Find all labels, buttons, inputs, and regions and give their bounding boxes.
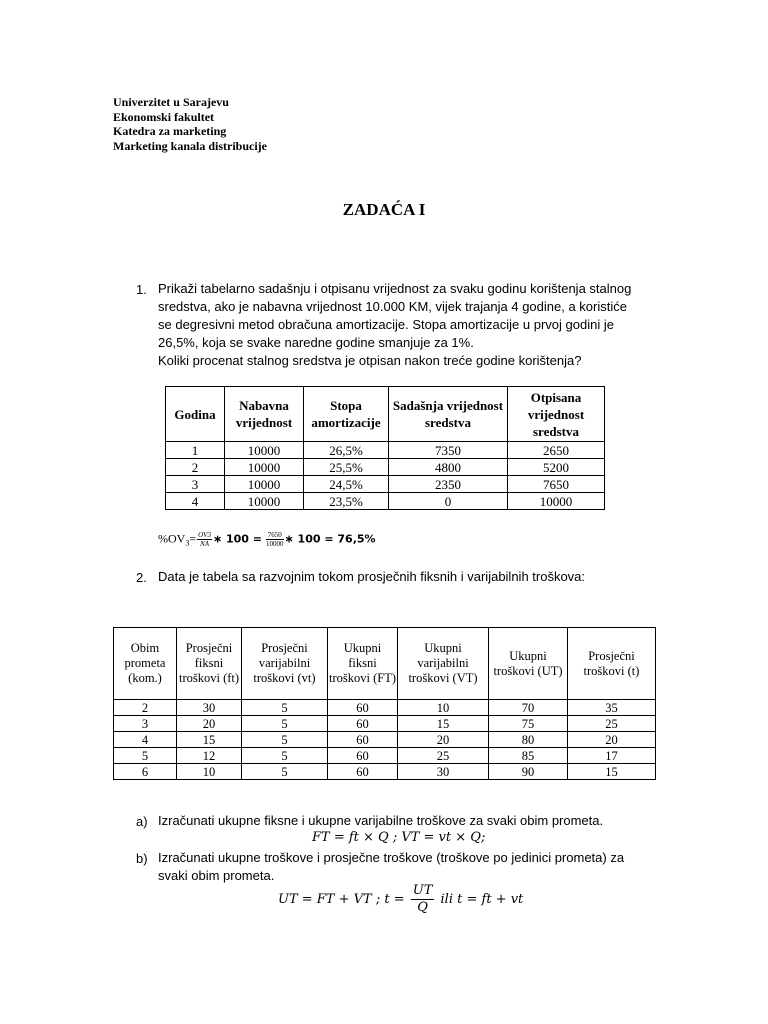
table-cell: 6 bbox=[114, 764, 177, 780]
table-cell: 25 bbox=[398, 748, 489, 764]
table-cell: 70 bbox=[489, 700, 568, 716]
table-cell: 30 bbox=[177, 700, 242, 716]
table-row bbox=[114, 764, 656, 780]
task1-text bbox=[158, 280, 658, 370]
table-cell: 60 bbox=[328, 700, 398, 716]
table-cell: 4800 bbox=[389, 459, 508, 476]
table-cell: 15 bbox=[568, 764, 656, 780]
task2-intro: Data je tabela sa razvojnim tokom prosječnih fiksnih i varijabilnih troškova: bbox=[158, 569, 586, 584]
table-cell: 5 bbox=[242, 748, 328, 764]
document-header bbox=[113, 95, 267, 153]
table-cell: 3 bbox=[114, 716, 177, 732]
table-cell: 85 bbox=[489, 748, 568, 764]
table-cell: 2 bbox=[166, 459, 225, 476]
table-cell: 2650 bbox=[508, 442, 605, 459]
task1-line-3: se degresivni metod obračuna amortizacije. Stopa amortizacije u prvoj godini je bbox=[158, 317, 614, 332]
fraction-denominator: Q bbox=[417, 900, 428, 915]
table-row bbox=[166, 442, 605, 459]
formula-eq: = bbox=[189, 531, 197, 546]
task1-line-2: sredstva, ako je nabavna vrijednost 10.000 KM, vijek trajanja 4 godine, a koristiće bbox=[158, 299, 627, 314]
table-cell: 24,5% bbox=[304, 476, 389, 493]
col-header-prosjecni: Prosječni troškovi (t) bbox=[568, 628, 656, 700]
table-cell: 80 bbox=[489, 732, 568, 748]
header-university: Univerzitet u Sarajevu bbox=[113, 95, 229, 109]
subtask-a-label: a) bbox=[136, 814, 148, 829]
table-cell: 2 bbox=[114, 700, 177, 716]
task1-number: 1. bbox=[136, 282, 147, 297]
table-cell: 5 bbox=[242, 764, 328, 780]
table-cell: 20 bbox=[398, 732, 489, 748]
task1-line-5: Koliki procenat stalnog sredstva je otpisan nakon treće godine korištenja? bbox=[158, 353, 582, 368]
col-header-stopa: Stopa amortizacije bbox=[304, 387, 389, 442]
table-cell: 5200 bbox=[508, 459, 605, 476]
formula-fraction-1 bbox=[197, 531, 212, 548]
table-cell: 5 bbox=[242, 716, 328, 732]
col-header-obim: Obim prometa (kom.) bbox=[114, 628, 177, 700]
table-cell: 10000 bbox=[225, 493, 304, 510]
header-faculty: Ekonomski fakultet bbox=[113, 109, 215, 124]
table-cell: 10 bbox=[177, 764, 242, 780]
col-header-ukupni: Ukupni troškovi (UT) bbox=[489, 628, 568, 700]
table-cell: 25 bbox=[568, 716, 656, 732]
formula-left: UT = FT + VT ; t = bbox=[278, 892, 405, 907]
col-header-nabavna: Nabavna vrijednost bbox=[225, 387, 304, 442]
table-cell: 30 bbox=[398, 764, 489, 780]
table-cell: 10000 bbox=[225, 442, 304, 459]
formula-sub: 3 bbox=[185, 538, 190, 548]
header-department: Katedra za marketing bbox=[113, 124, 227, 138]
subtask-b-line-1: Izračunati ukupne troškove i prosječne troškove (troškove po jedinici prometa) za bbox=[158, 850, 625, 865]
table-cell: 90 bbox=[489, 764, 568, 780]
document-title: ZADAĆA I bbox=[342, 200, 426, 219]
table-cell: 10000 bbox=[508, 493, 605, 510]
task1-line-1: Prikaži tabelarno sadašnju i otpisanu vrijednost za svaku godinu korištenja stalnog bbox=[158, 281, 632, 296]
subtask-a-formula: FT = ft × Q ; VT = vt × Q; bbox=[312, 830, 486, 845]
subtask-b-text bbox=[158, 849, 624, 885]
percent-written-off-formula bbox=[158, 531, 376, 548]
table-cell: 60 bbox=[328, 748, 398, 764]
table-cell: 60 bbox=[328, 732, 398, 748]
subtask-b-line-2: svaki obim prometa. bbox=[158, 868, 275, 883]
task1-line-4: 26,5%, koja se svake naredne godine smanjuje za 1%. bbox=[158, 335, 474, 350]
formula-prefix: %OV bbox=[158, 531, 186, 546]
table-cell: 25,5% bbox=[304, 459, 389, 476]
formula-fraction bbox=[411, 883, 435, 916]
col-header-ukupni-fiksni: Ukupni fiksni troškovi (FT) bbox=[328, 628, 398, 700]
fraction-denominator: 10000 bbox=[266, 540, 284, 548]
costs-table bbox=[113, 627, 656, 780]
table-cell: 60 bbox=[328, 764, 398, 780]
table-cell: 10 bbox=[398, 700, 489, 716]
table-header-row bbox=[114, 628, 656, 700]
table-cell: 23,5% bbox=[304, 493, 389, 510]
table-cell: 0 bbox=[389, 493, 508, 510]
table-cell: 4 bbox=[114, 732, 177, 748]
table-row bbox=[166, 476, 605, 493]
subtask-b-label: b) bbox=[136, 851, 148, 866]
table-cell: 10000 bbox=[225, 459, 304, 476]
table-cell: 10000 bbox=[225, 476, 304, 493]
table-row bbox=[114, 732, 656, 748]
table-cell: 17 bbox=[568, 748, 656, 764]
formula-right: ili t = ft + vt bbox=[440, 892, 524, 907]
table-header-row bbox=[166, 387, 605, 442]
table-cell: 5 bbox=[242, 732, 328, 748]
table-cell: 15 bbox=[177, 732, 242, 748]
table-cell: 75 bbox=[489, 716, 568, 732]
table-cell: 2350 bbox=[389, 476, 508, 493]
table-row bbox=[166, 459, 605, 476]
fraction-numerator: 7650 bbox=[267, 531, 282, 539]
col-header-prosjecni-fiksni: Prosječni fiksni troškovi (ft) bbox=[177, 628, 242, 700]
fraction-numerator: OV3 bbox=[198, 531, 211, 539]
table-cell: 26,5% bbox=[304, 442, 389, 459]
formula-fraction-2 bbox=[266, 531, 284, 548]
table-cell: 7350 bbox=[389, 442, 508, 459]
table-cell: 35 bbox=[568, 700, 656, 716]
table-cell: 4 bbox=[166, 493, 225, 510]
table-cell: 5 bbox=[114, 748, 177, 764]
table-cell: 3 bbox=[166, 476, 225, 493]
table-cell: 5 bbox=[242, 700, 328, 716]
col-header-otpisana: Otpisana vrijednost sredstva bbox=[508, 387, 605, 442]
table-cell: 15 bbox=[398, 716, 489, 732]
table-row bbox=[114, 700, 656, 716]
formula-mid-1: ∗ 100 = bbox=[212, 532, 263, 546]
table-row bbox=[114, 748, 656, 764]
table-cell: 20 bbox=[568, 732, 656, 748]
fraction-denominator: NA bbox=[200, 540, 209, 548]
table-row bbox=[166, 493, 605, 510]
table-cell: 20 bbox=[177, 716, 242, 732]
fraction-numerator: UT bbox=[412, 883, 433, 898]
subtask-b-formula bbox=[278, 883, 523, 916]
table-cell: 7650 bbox=[508, 476, 605, 493]
formula-result: ∗ 100 = 76,5% bbox=[284, 532, 376, 546]
col-header-prosjecni-varijabilni: Prosječni varijabilni troškovi (vt) bbox=[242, 628, 328, 700]
header-course: Marketing kanala distribucije bbox=[113, 138, 268, 153]
subtask-a-text: Izračunati ukupne fiksne i ukupne varijabilne troškove za svaki obim prometa. bbox=[158, 813, 604, 828]
table-row bbox=[114, 716, 656, 732]
table-cell: 12 bbox=[177, 748, 242, 764]
task2-number: 2. bbox=[136, 570, 147, 585]
col-header-ukupni-varijabilni: Ukupni varijabilni troškovi (VT) bbox=[398, 628, 489, 700]
col-header-godina: Godina bbox=[166, 387, 225, 442]
table-cell: 60 bbox=[328, 716, 398, 732]
table-cell: 1 bbox=[166, 442, 225, 459]
col-header-sadasnja: Sadašnja vrijednost sredstva bbox=[389, 387, 508, 442]
depreciation-table bbox=[165, 386, 605, 510]
